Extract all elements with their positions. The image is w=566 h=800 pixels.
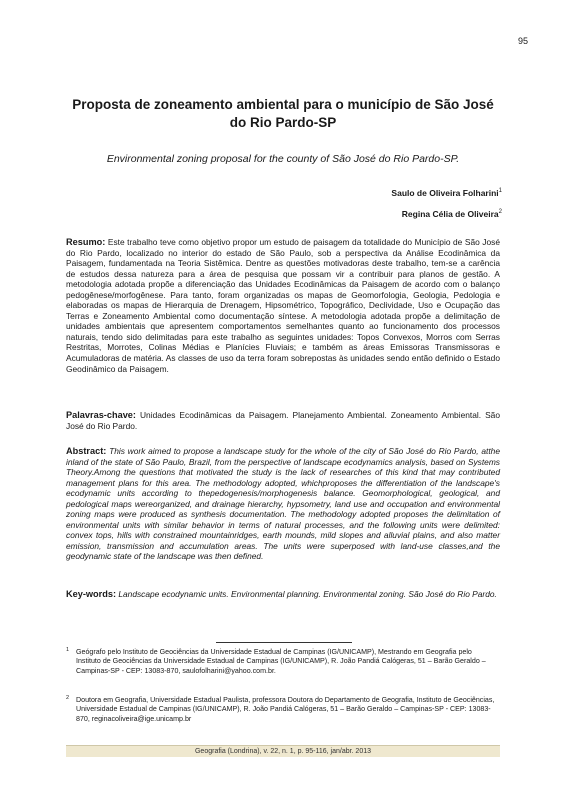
- resumo-paragraph: [66, 237, 500, 374]
- author-2: [402, 209, 502, 219]
- footnote-2: [66, 696, 496, 724]
- article-title: [60, 96, 506, 132]
- palavras-chave-label: Palavras-chave:: [66, 410, 136, 420]
- resumo-label: Resumo:: [66, 237, 106, 247]
- footnote-mark: 2: [66, 695, 70, 701]
- footnote-text: Geógrafo pelo Instituto de Geociências da Universidade Estadual de Campinas (IG/UNICAMP), Mestrando em Geografia pelo Instituto de Geociências da Universidade Estadual de Campinas (IG/UNICAMP), R. João Pandiá Calógeras, 51 – Barão Geraldo – Campinas-SP - CEP: 13083-870, saulofolharini@yahoo.com.br.: [76, 648, 486, 675]
- author-name: Regina Célia de Oliveira: [401, 209, 499, 219]
- keywords-paragraph: [66, 589, 500, 600]
- title-line-2: do Rio Pardo-SP: [229, 115, 337, 130]
- footnote-separator: [216, 642, 352, 643]
- footnote-1: [66, 648, 496, 676]
- page-number: 95: [517, 36, 528, 46]
- resumo-text: Este trabalho teve como objetivo propor um estudo de paisagem da totalidade do Município de São José do Rio Pardo, localizado no interior do estado de São Paulo, sob a perspectiva da Análise Ecodinâmica da Paisagem, fundamentada na Teoria Sistêmica. Dentre as questões motivadoras deste trabalho, tem-se a carência de estudos dessa natureza para a área de pesquisa que possam vir a contribuir para planos de gestão. A metodologia adotada propõe a diferenciação das Unidades Ecodinâmicas da Paisagem de acordo com o balanço pedogênese/morfogênese. Para tanto, foram organizadas os mapas de Geomorfologia, Geologia, Pedologia e elaboradas os mapas de Hierarquia de Drenagem, Hipsométrico, Topográfico, Declividade, Uso e Ocupação das Terras e Zoneamento Ambiental como documentação síntese. A metodologia adotada propõe a delimitação de unidades ambientais que apresentem comportamentos semelhantes quanto ao funcionamento dos processos naturais, tendo sido delimitadas para este trabalho as seguintes unidades: Topos Convexos, Morros com Serras Restritas, Morrotes, Colinas Médias e Planícies Fluviais; e também as áreas Emissoras Transmissoras e Acumuladoras de matéria. As classes de uso da terra foram sobrepostas às unidades sendo então definido o Estado Geodinâmico da Paisagem.: [66, 237, 500, 374]
- footnote-mark: 1: [66, 647, 70, 653]
- palavras-chave-paragraph: [66, 410, 500, 431]
- keywords-text: Landscape ecodynamic units. Environmental planning. Environmental zoning. São José do Rio Pardo.: [116, 589, 497, 599]
- journal-citation: Geografia (Londrina), v. 22, n. 1, p. 95-116, jan/abr. 2013: [194, 748, 372, 755]
- journal-footer-band: [66, 745, 500, 757]
- title-line-1: Proposta de zoneamento ambiental para o município de São José: [72, 97, 494, 112]
- author-name: Saulo de Oliveira Folharini: [391, 188, 499, 198]
- abstract-label: Abstract:: [66, 446, 107, 456]
- article-subtitle: Environmental zoning proposal for the county of São José do Rio Pardo-SP.: [106, 153, 460, 165]
- palavras-chave-text: Unidades Ecodinâmicas da Paisagem. Planejamento Ambiental. Zoneamento Ambiental. São José do Rio Pardo.: [66, 410, 500, 431]
- keywords-label: Key-words:: [66, 589, 117, 599]
- footnote-text: Doutora em Geografia, Universidade Estadual Paulista, professora Doutora do Departamento de Geografia, Instituto de Geociências, Universidade Estadual de Campinas (IG/UNICAMP), R. João Pandiá Calógeras, 51 – Barão Geraldo – Campinas-SP - CEP: 13083-870, reginacoliveira@ige.unicamp.br: [76, 696, 495, 723]
- abstract-text: This work aimed to propose a landscape study for the whole of the city of São José do Rio Pardo, atthe inland of the state of São Paulo, Brazil, from the perspective of landscape ecodynamics analysis, based on Systems Theory.Among the questions that motivated the study is the lack of researches of this kind that may contributed management plans for this area. The methodology adopted, whichproposes the differentiation of the landscape's ecodynamic units according to thepedogenesis/morphogenesis balance. Geomorphological, geological, and pedological maps wereorganized, and drainage hierarchy, hypsometry, land use and occupation and environmental zoning maps were produced as synthesis documentation. The methodology adopted proposes the delimitation of environmental units with similar behavior in terms of natural processes, and the following units were delimited: convex tops, hills with constrained mountainridges, earth mounds, mild slopes and alluvial plains, and also matter emission, transmission and accumulation areas. The units were superposed with land-use classes,and the geodynamic state of the landscape was then defined.: [66, 446, 500, 562]
- author-footnote-mark: 1: [498, 188, 502, 195]
- abstract-paragraph: [66, 446, 500, 562]
- author-footnote-mark: 2: [498, 209, 502, 216]
- author-1: [391, 188, 502, 198]
